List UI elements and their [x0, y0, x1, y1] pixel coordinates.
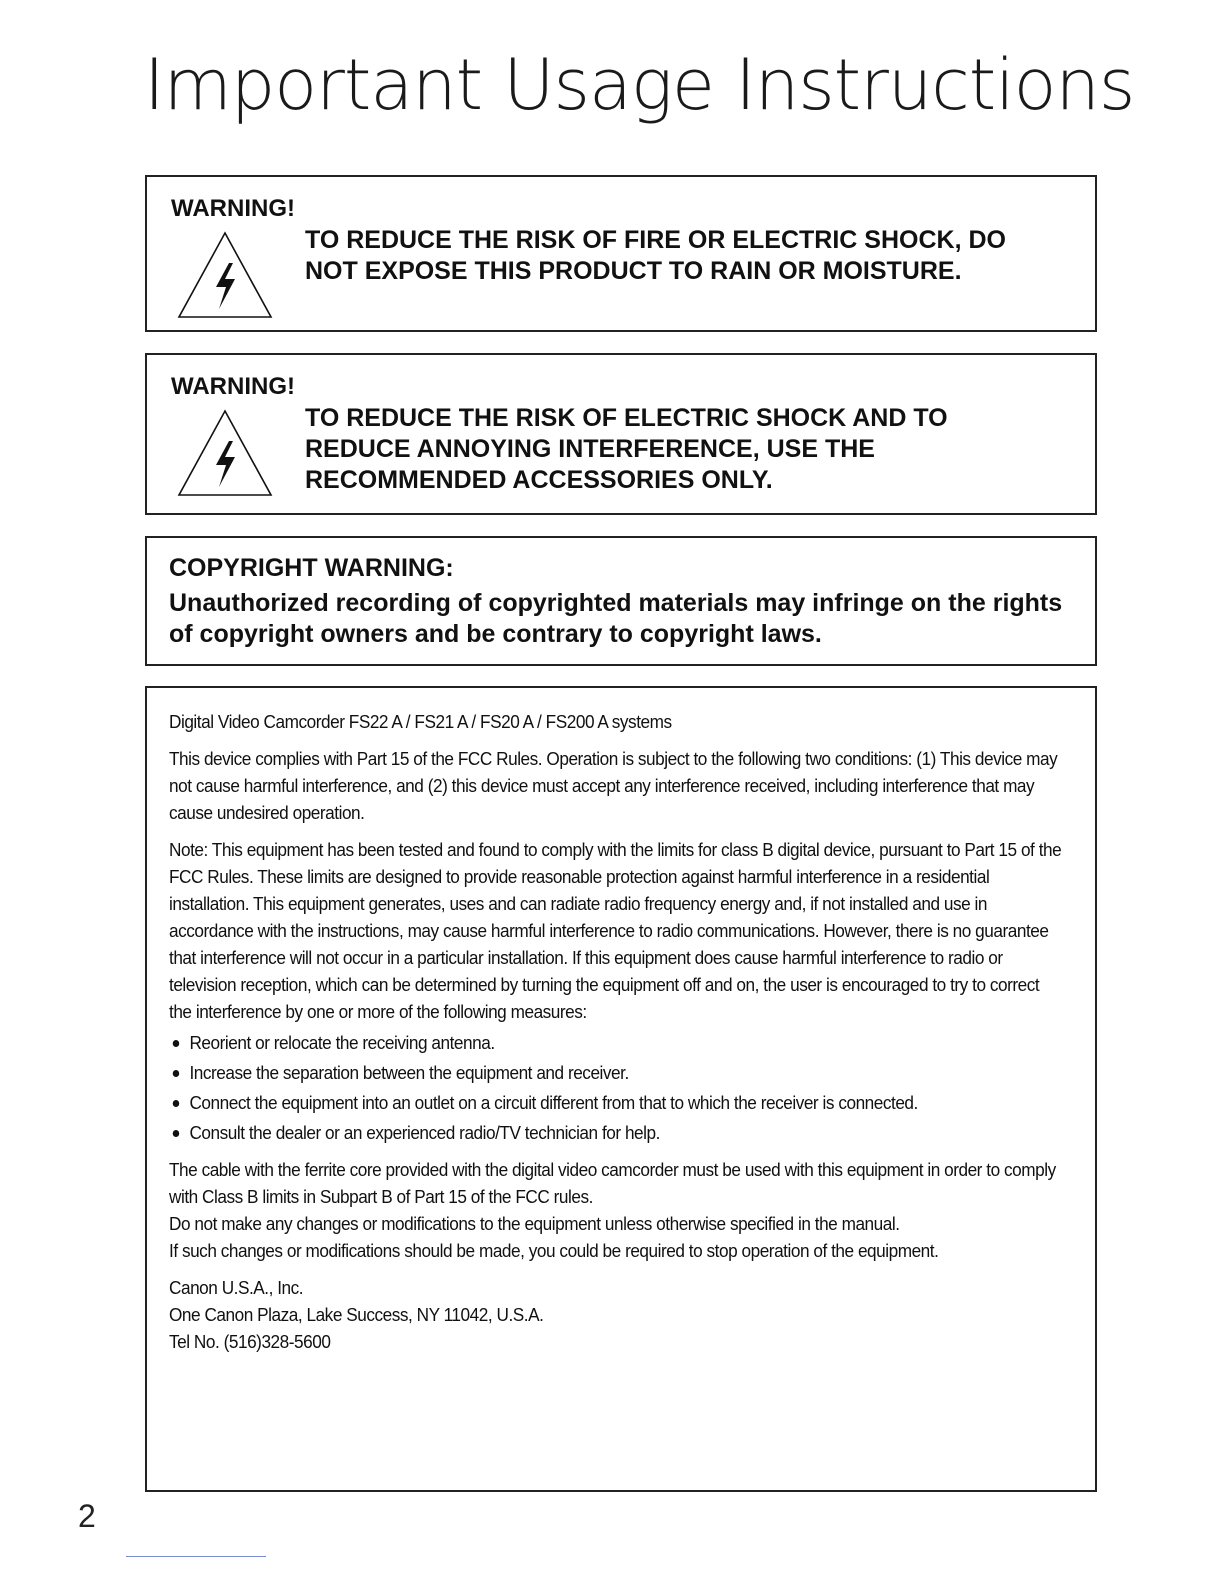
warning-line: TO REDUCE THE RISK OF ELECTRIC SHOCK AND TO — [305, 404, 948, 432]
warning-text — [305, 225, 1077, 287]
page-number: 2 — [78, 1498, 96, 1534]
copyright-heading: COPYRIGHT WARNING: — [169, 554, 454, 582]
warning-text — [305, 403, 1077, 496]
compliance-paragraph: This device complies with Part 15 of the FCC Rules. Operation is subject to the following two conditions: (1) This device may not cause harmful interference, and (2) this device must accept any interference received, including interference that may cause undesired operation. — [169, 748, 1058, 823]
list-item: Increase the separation between the equipment and receiver. — [169, 1059, 1062, 1086]
stop-paragraph: If such changes or modifications should be made, you could be required to stop operation of the equipment. — [169, 1240, 939, 1261]
electric-shock-warning-icon — [175, 229, 275, 321]
list-item: Connect the equipment into an outlet on a circuit different from that to which the receiver is connected. — [169, 1089, 1062, 1116]
list-item: Reorient or relocate the receiving antenna. — [169, 1029, 1062, 1056]
warning-line: NOT EXPOSE THIS PRODUCT TO RAIN OR MOISTURE. — [305, 257, 962, 285]
note-paragraph: Note: This equipment has been tested and found to comply with the limits for class B digital device, pursuant to Part 15 of the FCC Rules. These limits are designed to provide reasonable protection against harmful interference in a residential installation. This equipment generates, uses and can radiate radio frequency energy and, if not installed and use in accordance with the instructions, may cause harmful interference to radio communications. However, there is no guarantee that interference will not occur in a particular installation. If this equipment does cause harmful interference to radio or television reception, which can be determined by turning the equipment off and on, the user is encouraged to try to correct the interference by one or more of the following measures: — [169, 839, 1062, 1022]
copyright-warning-box — [145, 536, 1097, 666]
warning-line: RECOMMENDED ACCESSORIES ONLY. — [305, 466, 773, 494]
company-address — [169, 1274, 1062, 1355]
warning-line: REDUCE ANNOYING INTERFERENCE, USE THE — [305, 435, 875, 463]
page-title: Important Usage Instructions — [144, 44, 1135, 126]
warning-box-fire-shock — [145, 175, 1097, 332]
fcc-text — [169, 708, 1062, 1355]
company-street: One Canon Plaza, Lake Success, NY 11042, U.S.A. — [169, 1304, 544, 1325]
company-phone: Tel No. (516)328-5600 — [169, 1331, 331, 1352]
warning-heading: WARNING! — [171, 373, 295, 400]
warning-box-interference — [145, 353, 1097, 515]
modifications-paragraph: Do not make any changes or modifications to the equipment unless otherwise specified in the manual. — [169, 1213, 900, 1234]
model-line: Digital Video Camcorder FS22 A / FS21 A / FS20 A / FS200 A systems — [169, 711, 672, 732]
warning-line: TO REDUCE THE RISK OF FIRE OR ELECTRIC SHOCK, DO — [305, 226, 1006, 254]
warning-heading: WARNING! — [171, 195, 295, 222]
copyright-text: Unauthorized recording of copyrighted materials may infringe on the rights of copyright owners and be contrary to copyright laws. — [169, 589, 1063, 648]
company-name: Canon U.S.A., Inc. — [169, 1277, 304, 1298]
electric-shock-warning-icon — [175, 407, 275, 499]
cable-paragraph: The cable with the ferrite core provided with the digital video camcorder must be used with this equipment in order to comply with Class B limits in Subpart B of Part 15 of the FCC rules. — [169, 1159, 1056, 1207]
footer-divider — [126, 1556, 266, 1557]
measures-list — [169, 1029, 1062, 1146]
list-item: Consult the dealer or an experienced radio/TV technician for help. — [169, 1119, 1062, 1146]
fcc-compliance-box — [145, 686, 1097, 1492]
